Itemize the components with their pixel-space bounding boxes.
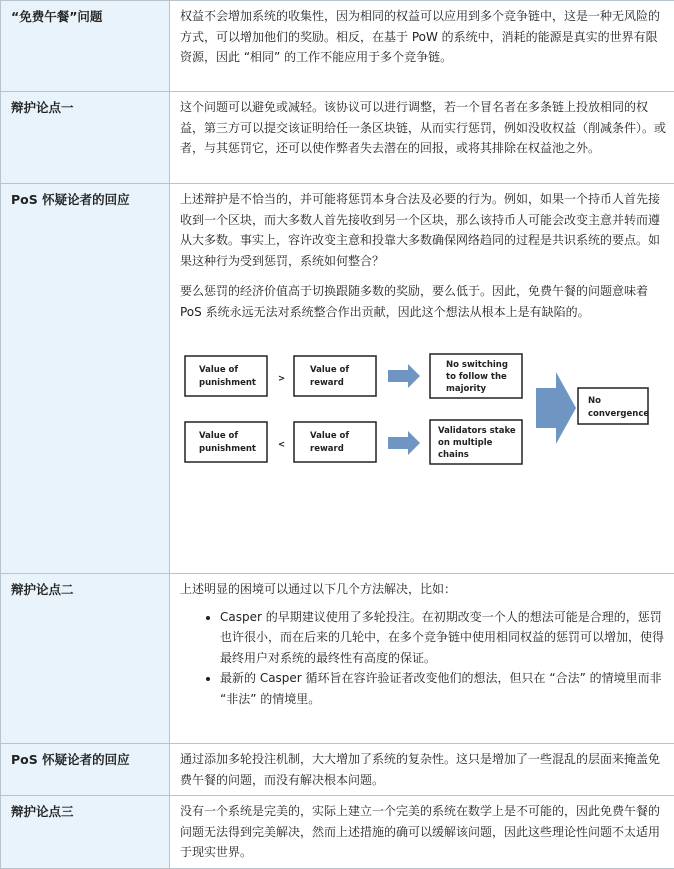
- row-label: 辩护论点三: [1, 796, 170, 869]
- table-row: [1, 184, 674, 574]
- paragraph: 权益不会增加系统的收集性，因为相同的权益可以应用到多个竞争链中，这是一种无风险的方式，可以增加他们的奖励。相反，在基于 PoW 的系统中，消耗的能源是真实的世界有限资源，因此 “相同” 的工作不能应用于多个竞争链。: [180, 6, 668, 68]
- diagram-box-label: Value of: [199, 365, 238, 375]
- diagram-box-label: reward: [310, 378, 344, 388]
- row-content: [170, 184, 674, 574]
- paragraph: 没有一个系统是完美的，实际上建立一个完美的系统在数学上是不可能的，因此免费午餐的问题无法得到完美解决，然而上述措施的确可以缓解该问题，因此这些理论性问题不太适用于现实世界。: [180, 801, 668, 863]
- diagram-box-label: majority: [446, 384, 487, 394]
- table-row: [1, 1, 674, 92]
- diagram-box-label: reward: [310, 444, 344, 454]
- diagram-box-label: to follow the: [446, 372, 507, 382]
- table-row: [1, 92, 674, 184]
- diagram-box-label: No: [588, 396, 601, 406]
- diagram-box-value-of-punishment: [185, 422, 267, 462]
- row-label: 辩护论点二: [1, 574, 170, 744]
- paragraph: 上述明显的困境可以通过以下几个方法解决，比如：: [180, 579, 668, 600]
- diagram-box-label: convergence: [588, 409, 649, 419]
- row-label: “免费午餐”问题: [1, 1, 170, 92]
- table-row: [1, 574, 674, 744]
- diagram-box-label: Value of: [310, 431, 349, 441]
- row-label: PoS 怀疑论者的回应: [1, 744, 170, 796]
- list-item: • Casper 的早期建议使用了多轮投注。在初期改变一个人的想法可能是合理的，惩罚也许很小，而在后来的几轮中，在多个竞争链中使用相同权益的惩罚可以增加，使得最终用户对系统的最终性有高度的保证。: [220, 607, 668, 669]
- right-arrow-icon: [388, 364, 420, 388]
- diagram-box-label: chains: [438, 450, 469, 460]
- row-label: 辩护论点一: [1, 92, 170, 184]
- paragraph: 这个问题可以避免或减轻。该协议可以进行调整，若一个冒名者在多条链上投放相同的权益，第三方可以提交该证明给任一条区块链，从而实行惩罚，例如没收权益（削减条件）。或者，与其惩罚它，还可以使作弊者失去潜在的回报，或将其排除在权益池之外。: [180, 97, 668, 159]
- diagram-box-value-of-reward: [294, 356, 376, 396]
- right-arrow-icon: [388, 431, 420, 455]
- row-content: [170, 1, 674, 92]
- diagram-box-label: on multiple: [438, 438, 493, 448]
- row-content: [170, 92, 674, 184]
- paragraph: 通过添加多轮投注机制，大大增加了系统的复杂性。这只是增加了一些混乱的层面来掩盖免费午餐的问题，而没有解决根本问题。: [180, 749, 668, 790]
- diagram-box-label: No switching: [446, 360, 508, 370]
- diagram-box-label: punishment: [199, 444, 256, 454]
- diagram-box-label: Value of: [310, 365, 349, 375]
- table-row: [1, 796, 674, 869]
- bullet-list: [180, 607, 668, 710]
- diagram-box-label: punishment: [199, 378, 256, 388]
- paragraph: 上述辩护是不恰当的，并可能将惩罚本身合法及必要的行为。例如，如果一个持币人首先接收到一个区块，而大多数人首先接收到另一个区块，那么该持币人可能会改变主意并转而遵从大多数。事实上，容许改变主意和投靠大多数确保网络趋同的过程是共识系统的要点。如果这种行为受到惩罚，系统如何整合？: [180, 189, 668, 271]
- row-label: PoS 怀疑论者的回应: [1, 184, 170, 574]
- merge-arrow-icon: [536, 372, 576, 444]
- paragraph: 要么惩罚的经济价值高于切换跟随多数的奖励，要么低于。因此，免费午餐的问题意味着 PoS 系统永远无法对系统整合作出贡献，因此这个想法从根本上是有缺陷的。: [180, 281, 668, 322]
- diagram-box-label: Value of: [199, 431, 238, 441]
- list-item: • 最新的 Casper 循环旨在容许验证者改变他们的想法，但只在 “合法” 的情境里而非 “非法” 的情境里。: [220, 668, 668, 709]
- row-content: [170, 744, 674, 796]
- diagram-box-value-of-reward: [294, 422, 376, 462]
- row-content: [170, 796, 674, 869]
- table-row: [1, 744, 674, 796]
- decision-diagram: [184, 352, 654, 472]
- greater-than-symbol: >: [278, 374, 285, 384]
- less-than-symbol: <: [278, 440, 285, 450]
- diagram-box-label: Validators stake: [438, 426, 516, 436]
- row-content: [170, 574, 674, 744]
- diagram-box-value-of-punishment: [185, 356, 267, 396]
